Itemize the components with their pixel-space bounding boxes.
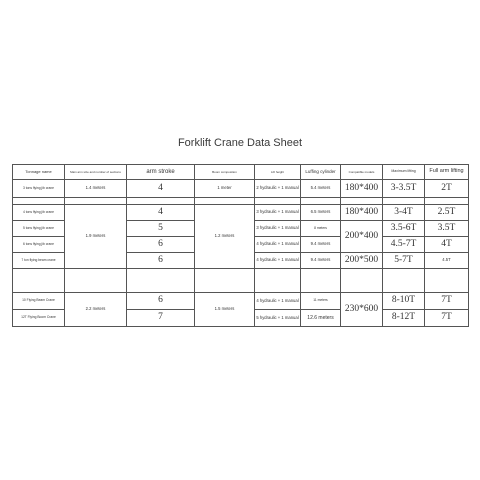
max-lift-cell: 7T bbox=[425, 310, 469, 327]
models-cell: 3-4T bbox=[383, 205, 425, 221]
row-gap bbox=[13, 269, 469, 293]
arm-size-cell: 2.2 meters bbox=[65, 293, 127, 327]
table-row bbox=[13, 180, 469, 198]
boom-cell: 4 hydraulic + 1 manual bbox=[255, 293, 301, 310]
cylinder-cell: 180*400 bbox=[341, 180, 383, 198]
tonnage-name-cell: 7 ton flying beam crane bbox=[13, 253, 65, 269]
lift-cell: 8 meters bbox=[301, 221, 341, 237]
boom-cell: 3 hydraulic + 1 manual bbox=[255, 221, 301, 237]
header-tonnage-name: Tonnage name bbox=[13, 165, 65, 180]
max-lift-cell: 3.5T bbox=[425, 221, 469, 237]
header-lift-height: Lift height bbox=[255, 165, 301, 180]
models-cell: 8-10T bbox=[383, 293, 425, 310]
models-cell: 8-12T bbox=[383, 310, 425, 327]
header-row bbox=[13, 165, 469, 180]
boom-cell: 2 hydraulic + 1 manual bbox=[255, 180, 301, 198]
lift-cell: 5.4 meters bbox=[301, 180, 341, 198]
header-luffing-cylinder: Luffing cylinder bbox=[301, 165, 341, 180]
arm-size-cell: 1.4 meters bbox=[65, 180, 127, 198]
header-maximum-lifting: Maximum lifting bbox=[383, 165, 425, 180]
sections-cell: 7 bbox=[127, 310, 195, 327]
boom-cell: 5 hydraulic + 1 manual bbox=[255, 310, 301, 327]
cylinder-cell: 200*400 bbox=[341, 221, 383, 253]
lift-cell: 12.6 meters bbox=[301, 310, 341, 327]
tonnage-name-cell: 5 tons flying jib crane bbox=[13, 221, 65, 237]
max-lift-cell: 4.5T bbox=[425, 253, 469, 269]
data-table bbox=[12, 164, 469, 327]
table-row bbox=[13, 205, 469, 221]
sections-cell: 6 bbox=[127, 293, 195, 310]
models-cell: 3.5-6T bbox=[383, 221, 425, 237]
header-compatible-models: Compatible models bbox=[341, 165, 383, 180]
models-cell: 4.5-7T bbox=[383, 237, 425, 253]
lift-cell: 6.5 meters bbox=[301, 205, 341, 221]
max-lift-cell: 2.5T bbox=[425, 205, 469, 221]
header-boom-composition: Boom composition bbox=[195, 165, 255, 180]
header-arm-stroke: arm stroke bbox=[127, 165, 195, 180]
max-lift-cell: 7T bbox=[425, 293, 469, 310]
cylinder-cell: 180*400 bbox=[341, 205, 383, 221]
sections-cell: 4 bbox=[127, 180, 195, 198]
lift-cell: 11 meters bbox=[301, 293, 341, 310]
sections-cell: 4 bbox=[127, 205, 195, 221]
stroke-cell: 1.5 meters bbox=[195, 293, 255, 327]
stroke-cell: 1 meter bbox=[195, 180, 255, 198]
boom-cell: 4 hydraulic + 1 manual bbox=[255, 237, 301, 253]
tonnage-name-cell: 3 tons flying jib crane bbox=[13, 180, 65, 198]
models-cell: 3-3.5T bbox=[383, 180, 425, 198]
lift-cell: 9.4 meters bbox=[301, 237, 341, 253]
tonnage-name-cell: 10 Flying Beam Crane bbox=[13, 293, 65, 310]
row-gap bbox=[13, 198, 469, 205]
header-arm-size: Main arm size and number of sections bbox=[65, 165, 127, 180]
arm-size-cell: 1.9 meters bbox=[65, 205, 127, 269]
boom-cell: 4 hydraulic + 1 manual bbox=[255, 253, 301, 269]
boom-cell: 3 hydraulic + 1 manual bbox=[255, 205, 301, 221]
header-full-arm-lifting: Full arm lifting bbox=[425, 165, 469, 180]
tonnage-name-cell: 12T Flying Boom Crane bbox=[13, 310, 65, 327]
max-lift-cell: 2T bbox=[425, 180, 469, 198]
table-row bbox=[13, 293, 469, 310]
sections-cell: 5 bbox=[127, 221, 195, 237]
lift-cell: 9.4 meters bbox=[301, 253, 341, 269]
tonnage-name-cell: 4 tons flying jib crane bbox=[13, 205, 65, 221]
models-cell: 5-7T bbox=[383, 253, 425, 269]
max-lift-cell: 4T bbox=[425, 237, 469, 253]
sections-cell: 6 bbox=[127, 237, 195, 253]
tonnage-name-cell: 6 tons flying jib crane bbox=[13, 237, 65, 253]
cylinder-cell: 230*600 bbox=[341, 293, 383, 327]
cylinder-cell: 200*500 bbox=[341, 253, 383, 269]
sections-cell: 6 bbox=[127, 253, 195, 269]
stroke-cell: 1.2 meters bbox=[195, 205, 255, 269]
page-title: Forklift Crane Data Sheet bbox=[177, 137, 303, 149]
